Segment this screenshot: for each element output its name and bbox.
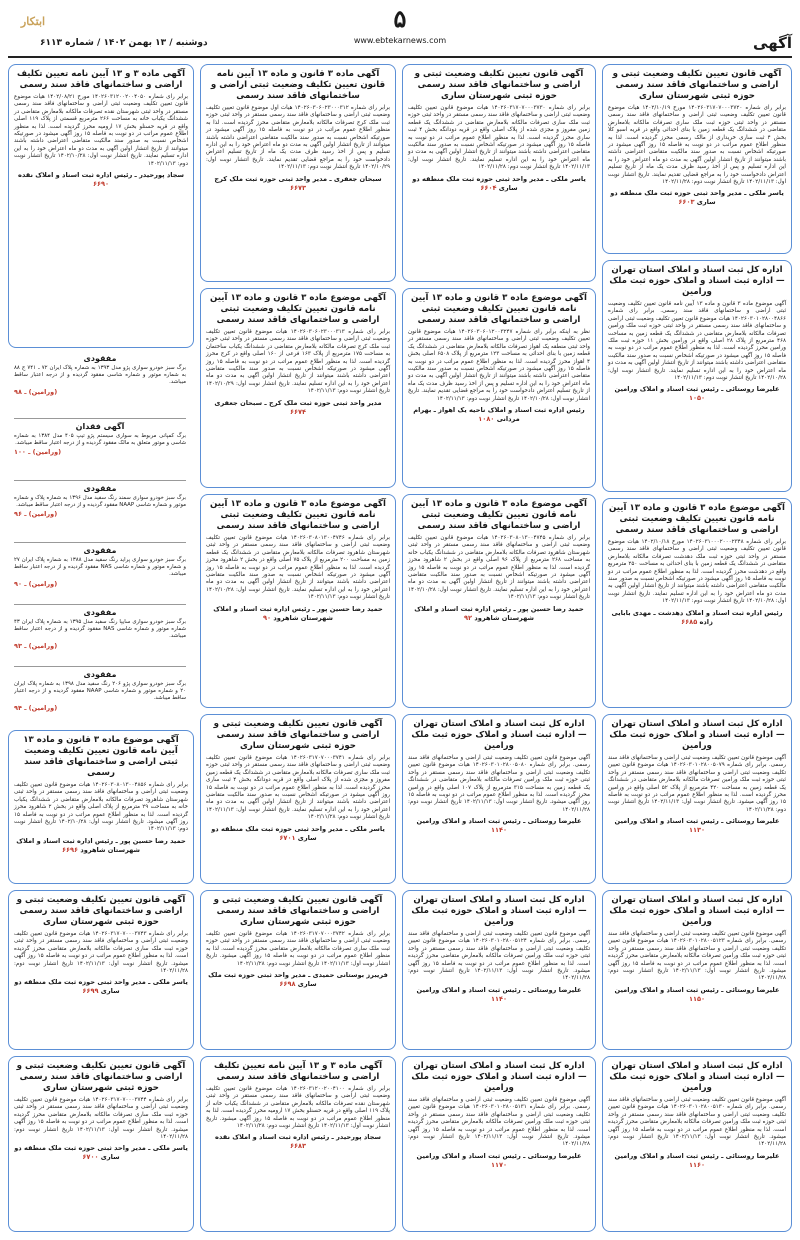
ad-body: برابر رای شماره ۱۴۰۲۶۰۳۰۸۰۱۳۰۰۴۸۵۶ هیات موضوع قانون تعیین تکلیف وضعیت ثبتی اراضی و ساختمانهای فاقد سند رسمی مستقر در واحد ثبتی شهرستان شاهرود تصرفات مالکانه بلامعارض متقاضی در ششدانگ یکباب خانه به مساحت ۲۹ مترمربع از پلاک اصلی واقع در بخش ۲ شاهرود محرز گردیده است. لذا به منظور اطلاع عموم مراتب در دو نوبت به فاصله ۱۵ روز آگهی میشود. تاریخ انتشار نوبت اول: ۱۴۰۲/۱۰/۲۸ تاریخ انتشار نوبت دوم: ۱۴۰۲/۱۱/۱۳ xyxy=(14,782,188,833)
ad-title: آگهی ماده ۳ و ۱۳ آیین نامه تعیین تکلیف اراضی و ساختمانهای فاقد سند رسمی xyxy=(16,69,186,90)
page-number: ۵ xyxy=(393,4,407,33)
ad-title: آگهی قانون تعیین تکلیف وضعیت ثبتی و اراضی و ساختمانهای فاقد سند رسمی حوزه ثبتی شهرستان ساری xyxy=(213,895,383,927)
ad-body: آگهی موضوع قانون تعیین تکلیف وضعیت ثبتی اراضی و ساختمانهای فاقد سند رسمی. برابر رای شماره ۱۴۰۲۶۰۳۰۱۰۲۸۰۰۵۱۲۴ هیات موضوع قانون تعیین تکلیف وضعیت ثبتی اراضی و ساختمانهای فاقد سند رسمی مستقر در واحد ثبتی حوزه ثبت ملک ورامین تصرفات مالکانه بلامعارض متقاضی محرز گردیده است. لذا به منظور اطلاع عموم مراتب در دو نوبت به فاصله ۱۵ روز آگهی میشود. تاریخ انتشار نوبت اول: ۱۴۰۲/۱۱/۱۳ تاریخ انتشار نوبت دوم: ۱۴۰۲/۱۱/۲۸ xyxy=(408,931,591,982)
legal-ad xyxy=(602,64,792,254)
ad-code: ۱۱۶۰ xyxy=(688,1160,706,1169)
ad-title: آگهی موضوع ماده ۳ قانون و ماده ۱۳ آیین نامه قانون تعیین تکلیف وضعیت ثبتی اراضی و ساختمانهای فاقد سند رسمی xyxy=(609,503,785,535)
legal-ad xyxy=(602,498,792,708)
ad-signature: علیرضا روستائی ـ رئیس ثبت اسناد و املاک ورامین ۱۱۴۰ xyxy=(416,817,582,835)
site-url[interactable]: www.ebtekarnews.com xyxy=(353,36,447,45)
divider xyxy=(14,480,186,481)
ad-signature: یاسر ملکی ـ مدیر واحد ثبتی حوزه ثبت ملک منطقه دو ساری ۶۶۰۴ xyxy=(412,174,586,192)
legal-ad xyxy=(200,288,396,488)
ad-signature: علیرضا روستائی ـ رئیس ثبت اسناد و املاک ورامین ۱۱۷۰ xyxy=(416,1151,582,1169)
lost-doc-title: مفقودی xyxy=(83,354,117,363)
ad-title: آگهی موضوع ماده ۳ قانون و ماده ۱۳ آیین نامه قانون تعیین تکلیف وضعیت ثبتی اراضی و ساختمانهای فاقد سند رسمی xyxy=(411,293,587,325)
legal-ad xyxy=(602,260,792,492)
legal-ad xyxy=(402,714,596,884)
ad-signature: علیرضا روستائی ـ رئیس ثبت اسناد و املاک ورامین ۱۰۵۰ xyxy=(614,385,780,403)
ad-code: ۱۰۵۰ xyxy=(688,394,706,403)
ad-code: ۶۶۸۳ xyxy=(289,1142,307,1151)
legal-ad xyxy=(200,714,396,884)
ad-title: آگهی موضوع ماده ۳ قانون و ماده ۱۳ آیین نامه قانون تعیین تکلیف وضعیت ثبتی اراضی و ساختمانهای فاقد سند رسمی xyxy=(23,735,179,778)
lost-doc-body: برگ سبز خودرو سواری پژو ۲۰۶ رنگ سفید مدل ۱۳۹۸ به شماره پلاک ایران ۲۰ و شماره موتور و شماره شاسی NAAP مفقود گردیده و از درجه اعتبار ساقط میباشد. xyxy=(14,681,186,702)
lost-doc-body: برگ کمپانی مربوط به سواری سیستم پژو تیپ ۴۰۵ مدل ۱۳۸۴ به شماره شاسی و موتور متعلق به مالک مفقود گردیده و از درجه اعتبار ساقط میباشد. xyxy=(14,433,186,447)
ad-code: ۶۶۹۰ xyxy=(92,180,110,189)
lost-doc-body: برگ سبز خودرو سواری پراید رنگ سفید مدل ۱۳۸۸ به شماره پلاک ایران ۲۷ و شماره موتور و شماره شاسی NAS مفقود گردیده و از درجه اعتبار ساقط میباشد. xyxy=(14,557,186,578)
ad-title: اداره کل ثبت اسناد و املاک استان تهران — اداره ثبت اسناد و املاک حوزه ثبت ملک ورامین xyxy=(411,895,587,927)
legal-ad xyxy=(200,1056,396,1232)
legal-ad xyxy=(200,494,396,708)
ad-body: برابر رای شماره ۱۴۰۲۶۰۳۱۲۰۰۲۰۰۴۱۰۰ هیات موضوع قانون تعیین تکلیف وضعیت ثبتی اراضی و ساختمانهای فاقد سند رسمی مستقر در واحد ثبتی شهرستان نقده تصرفات مالکانه بلامعارض متقاضی در ششدانگ یکباب خانه از پلاک ۱۱۹ اصلی واقع در قریه حسنلو بخش ۱۷ ارومیه محرز گردیده است. لذا به منظور اطلاع عموم مراتب در دو نوبت به فاصله ۱۵ روز آگهی میشود. تاریخ انتشار نوبت اول: ۱۴۰۲/۱۱/۱۳ تاریخ انتشار نوبت دوم: ۱۴۰۲/۱۱/۲۸ xyxy=(206,1086,391,1130)
masthead xyxy=(0,0,800,58)
legal-ad xyxy=(8,64,194,348)
ad-body: برابر رای شماره ۱۴۰۲۶۰۳۱۷۰۷۰۰۰۳۷۴۱ هیات موضوع قانون تعیین تکلیف وضعیت ثبتی اراضی و ساختمانهای فاقد سند رسمی مستقر در واحد ثبتی حوزه ثبت ملک ساری تصرفات مالکانه بلامعارض متقاضی در ششدانگ یک قطعه زمین مفروز و مجزی شده از پلاک اصلی واقع در قریه دودانگه بخش ۴ ثبت ساری محرز گردیده است. لذا به منظور اطلاع عموم مراتب در دو نوبت به فاصله ۱۵ روز آگهی میشود در صورتیکه اشخاص نسبت به صدور سند مالکیت متقاضی اعتراضی داشته باشند میتوانند از تاریخ انتشار اولین آگهی به مدت دو ماه اعتراض خود را به این اداره تسلیم نمایند. تاریخ انتشار نوبت اول: ۱۴۰۲/۱۱/۱۳ تاریخ انتشار نوبت دوم: ۱۴۰۲/۱۱/۲۸ xyxy=(206,755,390,821)
ad-signature: سجاد پورحیدر ـ رئیس اداره ثبت اسناد و املاک نقده ۶۶۹۰ xyxy=(18,171,184,189)
ad-title: آگهی قانون تعیین تکلیف وضعیت ثبتی و اراضی و ساختمانهای فاقد سند رسمی حوزه ثبتی شهرستان ساری xyxy=(414,69,584,101)
divider xyxy=(14,666,186,667)
lost-doc-body: برگ سبز خودرو سواری پژو مدل ۱۳۹۳ به شماره پلاک ایران ۷۲ ـ ۷۴۱ ج ۸۸ به شماره موتور و شماره شاسی مفقود گردیده و از درجه اعتبار ساقط میباشد. xyxy=(14,365,186,386)
ad-code: ۱۱۴۰ xyxy=(490,994,508,1003)
lost-doc-code: (ورامین) ـ ۹۳ xyxy=(14,641,58,650)
lost-doc-title: مفقودی xyxy=(83,670,117,679)
ad-title: آگهی موضوع ماده ۳ قانون و ماده ۱۳ آیین نامه قانون تعیین تکلیف وضعیت ثبتی اراضی و ساختمانهای فاقد سند رسمی xyxy=(210,499,386,531)
ad-title: آگهی قانون تعیین تکلیف وضعیت ثبتی و اراضی و ساختمانهای فاقد سند رسمی حوزه ثبتی شهرستان ساری xyxy=(16,895,186,927)
ad-code: ۱۱۷۰ xyxy=(490,1160,508,1169)
ad-body: آگهی موضوع قانون تعیین تکلیف وضعیت ثبتی اراضی و ساختمانهای فاقد سند رسمی. برابر رای شماره ۱۴۰۲۶۰۳۰۱۰۲۸۰۰۵۱۲۳ هیات موضوع قانون تعیین تکلیف وضعیت ثبتی اراضی و ساختمانهای فاقد سند رسمی مستقر در واحد ثبتی حوزه ثبت ملک ورامین تصرفات مالکانه بلامعارض متقاضی محرز گردیده است. لذا به منظور اطلاع عموم مراتب در دو نوبت به فاصله ۱۵ روز آگهی میشود. تاریخ انتشار نوبت اول: ۱۴۰۲/۱۱/۱۳ تاریخ انتشار نوبت دوم: ۱۴۰۲/۱۱/۲۸ xyxy=(608,931,787,982)
ad-code: ۶۶۷۴ xyxy=(289,407,307,416)
legal-ad xyxy=(402,494,596,708)
lost-doc-body: برگ سبز خودرو سواری سمند رنگ سفید مدل ۱۳۹۶ به شماره پلاک و شماره موتور و شماره شاسی NAAP مفقود گردیده و از درجه اعتبار ساقط میباشد. xyxy=(14,495,186,509)
ad-body: آگهی موضوع قانون تعیین تکلیف وضعیت ثبتی اراضی و ساختمانهای فاقد سند رسمی. برابر رای شماره ۱۴۰۲۶۰۳۰۱۰۲۸۰۰۵۱۳۰ هیات موضوع قانون تعیین تکلیف وضعیت ثبتی اراضی و ساختمانهای فاقد سند رسمی مستقر در واحد ثبتی حوزه ثبت ملک ورامین تصرفات مالکانه بلامعارض متقاضی محرز گردیده است. لذا به منظور اطلاع عموم مراتب در دو نوبت به فاصله ۱۵ روز آگهی میشود. تاریخ انتشار نوبت اول: ۱۴۰۲/۱۱/۱۳ تاریخ انتشار نوبت دوم: ۱۴۰۲/۱۱/۲۸ xyxy=(608,1097,787,1148)
lost-doc-item xyxy=(14,354,186,414)
ad-code: ۶۶۰۴ xyxy=(480,183,497,192)
ad-title: اداره کل ثبت اسناد و املاک استان تهران — اداره ثبت اسناد و املاک حوزه ثبت ملک ورامین xyxy=(609,265,785,297)
lost-doc-title: آگهی فقدان xyxy=(75,422,125,431)
lost-doc-code: (ورامین) ـ ۱۰۰ xyxy=(14,448,62,457)
divider xyxy=(14,418,186,419)
ad-signature: یاسر ملکی ـ مدیر واحد ثبتی حوزه ثبت ملک منطقه دو ساری ۶۶۰۳ xyxy=(610,189,784,207)
ad-title: آگهی موضوع ماده ۳ قانون و ماده ۱۳ آیین نامه قانون تعیین تکلیف وضعیت ثبتی اراضی و ساختمانهای فاقد سند رسمی xyxy=(411,499,587,531)
ad-signature: علیرضا روستائی ـ رئیس ثبت اسناد و املاک ورامین ۱۱۳۰ xyxy=(614,817,780,835)
ad-code: ۹۰ xyxy=(263,613,272,622)
ad-body: برابر رای شماره ۱۴۰۲۶۰۳۰۶۰۲۳۰۰۰۳۱۳ هیات موضوع قانون تعیین تکلیف وضعیت ثبتی اراضی و ساختمانهای فاقد سند رسمی مستقر در واحد ثبتی حوزه ثبت ملک کرج تصرفات مالکانه بلامعارض متقاضی در ششدانگ یکباب ساختمان به مساحت ۱۷۵ مترمربع از پلاک ۱۶۳ فرعی از ۱۶۰ اصلی واقع در کرج محرز گردیده است. لذا به منظور اطلاع عموم مراتب در دو نوبت به فاصله ۱۵ روز آگهی میشود در صورتیکه اشخاص نسبت به صدور سند مالکیت متقاضی اعتراضی داشته باشند میتوانند از تاریخ انتشار اولین آگهی به مدت دو ماه اعتراض خود را به این اداره تسلیم نمایند. تاریخ انتشار نوبت اول: ۱۴۰۲/۱۰/۲۹ تاریخ انتشار نوبت دوم: ۱۴۰۲/۱۱/۱۳ xyxy=(206,329,390,395)
ad-signature: حمید رضا حسین پور ـ رئیس اداره ثبت اسناد و املاک شهرستان شاهرود ۹۲ xyxy=(414,604,584,622)
ad-title: آگهی ماده ۳ قانون و ماده ۱۳ آیین نامه قانون تعیین تکلیف وضعیت ثبتی اراضی و ساختمانهای فاقد سند رسمی xyxy=(210,69,386,101)
ad-signature: علیرضا روستائی ـ رئیس ثبت اسناد و املاک ورامین ۱۱۶۰ xyxy=(614,1151,780,1169)
lost-doc-code: (ورامین) ـ ۹۶ xyxy=(14,510,58,519)
ad-title: آگهی قانون تعیین تکلیف وضعیت ثبتی و اراضی و ساختمانهای فاقد سند رسمی حوزه ثبتی شهرستان ساری xyxy=(16,1061,186,1093)
ad-code: ۶۶۹۸ xyxy=(279,980,296,989)
ad-signature: فریبرز بوستانی حمیدی ـ مدیر واحد ثبتی حوزه ثبت ملک ساری ۶۶۹۸ xyxy=(208,971,388,989)
ad-body: برابر رای شماره ۱۴۰۲۶۰۳۱۷۰۷۰۰۰۳۷۴۴ هیات موضوع قانون تعیین تکلیف وضعیت ثبتی اراضی و ساختمانهای فاقد سند رسمی مستقر در واحد ثبتی حوزه ثبت ملک ساری تصرفات مالکانه بلامعارض متقاضی محرز گردیده است. لذا به منظور اطلاع عموم مراتب در دو نوبت به فاصله ۱۵ روز آگهی میشود. تاریخ انتشار نوبت اول: ۱۴۰۲/۱۱/۱۳ تاریخ انتشار نوبت دوم: ۱۴۰۲/۱۱/۲۸ xyxy=(14,1097,189,1141)
ad-body: برابر رای شماره ۱۴۰۲۶۰۳۰۶۰۲۳۰۰۰۳۱۲ هیات اول موضوع قانون تعیین تکلیف وضعیت ثبتی اراضی و ساختمانهای فاقد سند رسمی مستقر در واحد ثبتی حوزه ثبت ملک کرج تصرفات مالکانه بلامعارض متقاضی محرز گردیده است. لذا به منظور اطلاع عموم مراتب در دو نوبت به فاصله ۱۵ روز آگهی میشود در صورتیکه اشخاص نسبت به صدور سند مالکیت متقاضی اعتراضی داشته باشند میتوانند از تاریخ انتشار اولین آگهی به مدت دو ماه اعتراض خود را به این اداره تسلیم و پس از اخذ رسید ظرف مدت یک ماه از تاریخ تسلیم اعتراض دادخواست خود را به مراجع قضایی تقدیم نمایند. تاریخ انتشار نوبت اول: ۱۴۰۲/۱۰/۲۹ تاریخ انتشار نوبت دوم: ۱۴۰۲/۱۱/۱۳ xyxy=(206,105,391,171)
legal-ad xyxy=(200,64,396,282)
legal-ad xyxy=(402,64,596,282)
ad-body: آگهی موضوع قانون تعیین تکلیف وضعیت ثبتی اراضی و ساختمانهای فاقد سند رسمی. برابر رای شماره ۱۴۰۲۶۰۳۰۱۰۲۸۰۰۵۰۷۹ هیات موضوع قانون تعیین تکلیف وضعیت ثبتی اراضی و ساختمانهای فاقد سند رسمی مستقر در واحد ثبتی حوزه ثبت ملک ورامین تصرفات مالکانه بلامعارض متقاضی در ششدانگ یک قطعه زمین به مساحت ۴۲۰ مترمربع از پلاک ۵۲ اصلی واقع در ورامین محرز گردیده است. لذا به منظور اطلاع عموم مراتب در دو نوبت به فاصله ۱۵ روز آگهی میشود. تاریخ انتشار نوبت اول: ۱۴۰۲/۱۱/۱۳ تاریخ انتشار نوبت دوم: ۱۴۰۲/۱۱/۲۸ xyxy=(608,755,787,813)
newspaper-logo: ابتکار xyxy=(20,15,46,28)
divider xyxy=(14,542,186,543)
issue-info: دوشنبه / ۱۳ بهمن ۱۴۰۲ / شماره ۶۱۱۳ xyxy=(40,38,208,48)
ad-signature: حمید رضا حسین پور ـ رئیس اداره ثبت اسناد و املاک شهرستان شاهرود ۹۰ xyxy=(213,604,383,622)
ad-code: ۱۰۸۰ xyxy=(478,415,495,424)
ad-body: برابر رای شماره ۱۴۰۲۶۰۳۱۷۰۷۰۰۰۳۷۲۰ مورخ ۱۴۰۲/۱۰/۱۹ هیات موضوع قانون تعیین تکلیف وضعیت ثبتی اراضی و ساختمانهای فاقد سند رسمی مستقر در واحد ثبتی حوزه ثبت ملک ساری تصرفات مالکانه بلامعارض متقاضی در ششدانگ یک قطعه زمین با بنای احداثی واقع در قریه اسبو کلا بخش ۴ ثبت ساری خریداری از مالک رسمی محرز گردیده است. لذا به منظور اطلاع عموم مراتب در دو نوبت به فاصله ۱۵ روز آگهی میشود در صورتیکه اشخاص نسبت به صدور سند مالکیت متقاضی اعتراضی داشته باشند میتوانند از تاریخ انتشار اولین آگهی به مدت دو ماه اعتراض خود را به این اداره تسلیم و پس از اخذ رسید ظرف مدت یک ماه از تاریخ تسلیم اعتراض دادخواست خود را به مراجع قضایی تقدیم نمایند. تاریخ انتشار نوبت اول: ۱۴۰۲/۱۱/۱۳ تاریخ انتشار نوبت دوم: ۱۴۰۲/۱۱/۲۸ xyxy=(608,105,787,186)
ad-title: اداره کل ثبت اسناد و املاک استان تهران — اداره ثبت اسناد و املاک حوزه ثبت ملک ورامین xyxy=(609,895,785,927)
legal-ad xyxy=(402,1056,596,1232)
legal-ad xyxy=(602,890,792,1050)
ad-title: آگهی قانون تعیین تکلیف وضعیت ثبتی و اراضی و ساختمانهای فاقد سند رسمی حوزه ثبتی شهرستان ساری xyxy=(612,69,782,101)
legal-ad xyxy=(8,1056,194,1232)
lost-doc-title: مفقودی xyxy=(83,484,117,493)
ad-code: ۱۱۳۰ xyxy=(688,826,706,835)
lost-doc-item xyxy=(14,546,186,600)
lost-doc-body: برگ سبز خودرو سواری سایپا رنگ سفید مدل ۱۳۹۵ به شماره پلاک ایران ۴۳ شماره موتور و شماره شاسی NAS مفقود گردیده و از درجه اعتبار ساقط میباشد. xyxy=(14,619,186,640)
ad-body: آگهی موضوع ماده ۳ قانون و ماده ۱۳ آیین نامه قانون تعیین تکلیف وضعیت ثبتی اراضی و ساختمانهای فاقد سند رسمی. برابر رای شماره ۱۴۰۲۶۰۳۰۱۰۲۸۰۰۴۸۶۶ هیات موضوع قانون تعیین تکلیف وضعیت ثبتی اراضی و ساختمانهای فاقد سند رسمی مستقر در واحد ثبتی حوزه ثبت ملک ورامین تصرفات مالکانه بلامعارض متقاضی در ششدانگ یک قطعه زمین به مساحت ۴۶۸ مترمربع از پلاک ۲۸ اصلی واقع در ورامین بخش ۱۱ حوزه ثبت ملک ورامین محرز گردیده است. لذا به منظور اطلاع عموم مراتب در دو نوبت به فاصله ۱۵ روز آگهی میشود در صورتیکه اشخاص نسبت به صدور سند مالکیت متقاضی اعتراضی داشته باشند میتوانند از تاریخ انتشار اولین آگهی به مدت دو ماه اعتراض خود را به این اداره تسلیم نمایند. تاریخ انتشار نوبت اول: ۱۴۰۲/۱۰/۲۸ تاریخ انتشار نوبت دوم: ۱۴۰۲/۱۱/۱۳ xyxy=(608,301,787,382)
ad-body: آگهی موضوع قانون تعیین تکلیف وضعیت ثبتی اراضی و ساختمانهای فاقد سند رسمی. برابر رای شماره ۱۴۰۲۶۰۳۰۱۰۲۸۰۰۵۰۸۰ هیات موضوع قانون تعیین تکلیف وضعیت ثبتی اراضی و ساختمانهای فاقد سند رسمی مستقر در واحد ثبتی حوزه ثبت ملک ورامین تصرفات مالکانه بلامعارض متقاضی در ششدانگ یک قطعه زمین به مساحت ۳۱۵ مترمربع از پلاک ۱۰۷ اصلی واقع در ورامین محرز گردیده است. لذا به منظور اطلاع عموم مراتب در دو نوبت به فاصله ۱۵ روز آگهی میشود. تاریخ انتشار نوبت اول: ۱۴۰۲/۱۱/۱۳ تاریخ انتشار نوبت دوم: ۱۴۰۲/۱۱/۲۸ xyxy=(408,755,591,813)
ad-code: ۶۶۰۳ xyxy=(678,198,695,207)
lost-doc-code: (ورامین) ـ ۹۴ xyxy=(14,703,58,712)
lost-doc-item xyxy=(14,608,186,662)
lost-doc-item xyxy=(14,484,186,538)
lost-doc-item xyxy=(14,422,186,476)
lost-doc-item xyxy=(14,670,186,724)
ad-code: ۶۶۹۹ xyxy=(82,987,99,996)
ad-body: برابر رای شماره ۱۴۰۲۶۰۳۰۸۰۱۳۰۰۴۷۴۵ هیات موضوع قانون تعیین تکلیف وضعیت ثبتی اراضی و ساختمانهای فاقد سند رسمی مستقر در واحد ثبتی شهرستان شاهرود تصرفات مالکانه بلامعارض متقاضی در ششدانگ یکباب خانه به مساحت ۲۶۸ مترمربع از پلاک ۹۶ اصلی واقع در بخش ۲ شاهرود محرز گردیده است. لذا به منظور اطلاع عموم مراتب در دو نوبت به فاصله ۱۵ روز آگهی میشود در صورتیکه اشخاص نسبت به صدور سند مالکیت متقاضی اعتراضی داشته باشند میتوانند از تاریخ انتشار اولین آگهی به مدت دو ماه اعتراض خود را به این اداره تسلیم نمایند. تاریخ انتشار نوبت اول: ۱۴۰۲/۱۰/۲۸ تاریخ انتشار نوبت دوم: ۱۴۰۲/۱۱/۱۳ xyxy=(408,535,591,601)
ad-signature: یاسر ملکی ـ مدیر واحد ثبتی حوزه ثبت ملک منطقه دو ساری ۶۷۰۱ xyxy=(211,824,385,842)
ad-title: آگهی ماده ۳ و ۱۳ آیین نامه تعیین تکلیف اراضی و ساختمانهای فاقد سند رسمی xyxy=(213,1061,383,1082)
lost-doc-title: مفقودی xyxy=(83,608,117,617)
legal-ad xyxy=(602,1056,792,1232)
ad-title: اداره کل ثبت اسناد و املاک استان تهران — اداره ثبت اسناد و املاک حوزه ثبت ملک ورامین xyxy=(609,1061,785,1093)
divider xyxy=(14,604,186,605)
ad-title: آگهی موضوع ماده ۳ قانون و ماده ۱۳ آیین نامه قانون تعیین تکلیف وضعیت ثبتی اراضی و ساختمانهای فاقد سند رسمی xyxy=(210,293,386,325)
ad-code: ۱۱۵۰ xyxy=(688,994,706,1003)
lost-doc-code: (ورامین) ـ ۹۸ xyxy=(14,387,58,396)
legal-ad xyxy=(8,730,194,884)
legal-ad xyxy=(402,288,596,488)
ad-title: آگهی قانون تعیین تکلیف وضعیت ثبتی و اراضی و ساختمانهای فاقد سند رسمی حوزه ثبتی شهرستان ساری xyxy=(213,719,383,751)
ad-code: ۶۷۰۰ xyxy=(82,1153,99,1162)
ad-signature: علیرضا روستائی ـ رئیس ثبت اسناد و املاک ورامین ۱۱۵۰ xyxy=(614,985,780,1003)
ad-signature: علیرضا روستائی ـ رئیس ثبت اسناد و املاک ورامین ۱۱۴۰ xyxy=(416,985,582,1003)
ad-signature: رئیس اداره ثبت اسناد و املاک ناحیه یک اهواز ـ بهرام مردانی ۱۰۸۰ xyxy=(413,406,585,424)
ad-code: ۶۶۹۶ xyxy=(61,845,79,854)
ad-code: ۶۶۷۳ xyxy=(289,183,307,192)
ad-signature: سجاد پورحیدر ـ رئیس اداره ثبت اسناد و املاک نقده ۶۶۸۳ xyxy=(215,1133,381,1151)
legal-ad xyxy=(8,890,194,1050)
ad-title: اداره کل ثبت اسناد و املاک استان تهران — اداره ثبت اسناد و املاک حوزه ثبت ملک ورامین xyxy=(411,719,587,751)
ad-code: ۹۲ xyxy=(464,613,473,622)
header-rule xyxy=(8,56,792,58)
ad-code: ۶۶۸۵ xyxy=(681,617,698,626)
ad-code: ۶۷۰۱ xyxy=(279,833,296,842)
ad-body: برابر رای شماره ۱۴۰۲۶۰۳۱۷۰۷۰۰۰۳۷۴۲ هیات موضوع قانون تعیین تکلیف وضعیت ثبتی اراضی و ساختمانهای فاقد سند رسمی مستقر در واحد ثبتی حوزه ثبت ملک ساری تصرفات مالکانه بلامعارض متقاضی محرز گردیده است. لذا به منظور اطلاع عموم مراتب در دو نوبت به فاصله ۱۵ روز آگهی میشود. تاریخ انتشار نوبت اول: ۱۴۰۲/۱۱/۱۳ تاریخ انتشار نوبت دوم: ۱۴۰۲/۱۱/۲۸ xyxy=(206,931,391,967)
lost-doc-title: مفقودی xyxy=(83,546,117,555)
lost-doc-code: (ورامین) ـ ۹۰ xyxy=(14,579,58,588)
ad-code: ۱۱۴۰ xyxy=(490,826,508,835)
legal-ad xyxy=(200,890,396,1050)
section-title: آگهی xyxy=(753,34,792,52)
ad-signature: یاسر ملکی ـ مدیر واحد ثبتی حوزه ثبت ملک منطقه دو ساری ۶۶۹۹ xyxy=(14,978,188,996)
ad-signature: رئیس اداره ثبت اسناد و املاک دهدشت ـ مهدی بابایی زاده ۶۶۸۵ xyxy=(611,608,783,626)
ad-body: برابر رای شماره ۱۴۰۲۶۰۳۱۷۰۷۰۰۰۳۷۴۳ هیات موضوع قانون تعیین تکلیف وضعیت ثبتی اراضی و ساختمانهای فاقد سند رسمی مستقر در واحد ثبتی حوزه ثبت ملک ساری تصرفات مالکانه بلامعارض متقاضی محرز گردیده است. لذا به منظور اطلاع عموم مراتب در دو نوبت به فاصله ۱۵ روز آگهی میشود. تاریخ انتشار نوبت اول: ۱۴۰۲/۱۱/۱۳ تاریخ انتشار نوبت دوم: ۱۴۰۲/۱۱/۲۸ xyxy=(14,931,189,975)
ad-signature: مدیر واحد ثبتی حوزه ثبت ملک کرج ـ سبحان جعفری ۶۶۷۴ xyxy=(214,398,382,416)
ad-body: آگهی موضوع قانون تعیین تکلیف وضعیت ثبتی اراضی و ساختمانهای فاقد سند رسمی. برابر رای شماره ۱۴۰۲۶۰۳۰۱۰۲۸۰۰۵۱۳۱ هیات موضوع قانون تعیین تکلیف وضعیت ثبتی اراضی و ساختمانهای فاقد سند رسمی مستقر در واحد ثبتی حوزه ثبت ملک ورامین تصرفات مالکانه بلامعارض متقاضی محرز گردیده است. لذا به منظور اطلاع عموم مراتب در دو نوبت به فاصله ۱۵ روز آگهی میشود. تاریخ انتشار نوبت اول: ۱۴۰۲/۱۱/۱۳ تاریخ انتشار نوبت دوم: ۱۴۰۲/۱۱/۲۸ xyxy=(408,1097,591,1148)
ad-signature: سبحان جعفری ـ مدیر واحد ثبتی حوزه ثبت ملک کرج ۶۶۷۳ xyxy=(214,174,382,192)
ad-signature: یاسر ملکی ـ مدیر واحد ثبتی حوزه ثبت ملک منطقه دو ساری ۶۷۰۰ xyxy=(14,1144,188,1162)
ad-signature: حمید رضا حسین پور ـ رئیس اداره ثبت اسناد و املاک شهرستان شاهرود ۶۶۹۶ xyxy=(16,836,186,854)
ad-title: اداره کل ثبت اسناد و املاک استان تهران — اداره ثبت اسناد و املاک حوزه ثبت ملک ورامین xyxy=(609,719,785,751)
ad-body: برابر رای شماره ۱۴۰۲۶۰۳۱۲۰۰۲۰۰۴۰۵۰ مورخ ۱۴۰۲/۰۸/۲۱ هیات موضوع قانون تعیین تکلیف وضعیت ثبتی اراضی و ساختمانهای فاقد سند رسمی مستقر در واحد ثبتی شهرستان نقده تصرفات مالکانه بلامعارض متقاضی در ششدانگ یکباب خانه به مساحت ۲۶۶ مترمربع قسمتی از پلاک ۱۱۹ اصلی واقع در قریه حسنلو بخش ۱۷ ارومیه محرز گردیده است. لذا به منظور اطلاع عموم مراتب در دو نوبت به فاصله ۱۵ روز آگهی میشود در صورتیکه اشخاص نسبت به صدور سند مالکیت متقاضی اعتراضی داشته باشند میتوانند از تاریخ انتشار اولین آگهی به مدت دو ماه اعتراض خود را به این اداره تسلیم نمایند. تاریخ انتشار نوبت اول: ۱۴۰۲/۱۰/۲۸ تاریخ انتشار نوبت دوم: ۱۴۰۲/۱۱/۱۳ xyxy=(14,94,189,167)
ad-body: نظر به اینکه برابر رای شماره ۱۴۰۲۶۰۳۰۶۰۱۲۰۰۳۲۴۷ هیات موضوع قانون تعیین تکلیف وضعیت ثبتی اراضی و ساختمانهای فاقد سند رسمی مستقر در واحد ثبتی منطقه یک اهواز تصرفات مالکانه بلامعارض متقاضی در ششدانگ یک قطعه زمین با بنای احداثی به مساحت ۱۲۳ مترمربع از پلاک ۶۵۰۸ اصلی بخش ۴ اهواز محرز گردیده است. لذا به منظور اطلاع عموم مراتب در دو نوبت به فاصله ۱۵ روز آگهی میشود در صورتیکه اشخاص نسبت به صدور سند مالکیت متقاضی اعتراضی داشته باشند میتوانند از تاریخ انتشار اولین آگهی به مدت دو ماه اعتراض خود را به این اداره تسلیم و پس از اخذ رسید ظرف مدت یک ماه از تاریخ تسلیم اعتراض دادخواست خود را به مراجع قضایی تقدیم نمایند. تاریخ انتشار نوبت اول: ۱۴۰۲/۱۰/۲۸ تاریخ انتشار نوبت دوم: ۱۴۰۲/۱۱/۱۳ xyxy=(408,329,590,402)
legal-ad xyxy=(602,714,792,884)
legal-ad xyxy=(402,890,596,1050)
ad-title: اداره کل ثبت اسناد و املاک استان تهران — اداره ثبت اسناد و املاک حوزه ثبت ملک ورامین xyxy=(411,1061,587,1093)
ad-body: برابر رای شماره ۱۴۰۲۶۰۳۰۸۰۱۳۰۰۴۷۴۶ هیات موضوع قانون تعیین تکلیف وضعیت ثبتی اراضی و ساختمانهای فاقد سند رسمی مستقر در واحد ثبتی شهرستان شاهرود تصرفات مالکانه بلامعارض متقاضی در ششدانگ یک قطعه زمین به مساحت ۲۰۰ مترمربع از پلاک ۷۵ اصلی واقع در بخش ۲ شاهرود محرز گردیده است. لذا به منظور اطلاع عموم مراتب در دو نوبت به فاصله ۱۵ روز آگهی میشود در صورتیکه اشخاص نسبت به صدور سند مالکیت متقاضی اعتراضی داشته باشند میتوانند از تاریخ انتشار اولین آگهی به مدت دو ماه اعتراض خود را به این اداره تسلیم نمایند. تاریخ انتشار نوبت اول: ۱۴۰۲/۱۰/۲۸ تاریخ انتشار نوبت دوم: ۱۴۰۲/۱۱/۱۳ xyxy=(206,535,391,601)
ad-body: برابر رای شماره ۱۴۰۲۶۰۳۱۷۰۷۰۰۰۳۷۳۰ هیات موضوع قانون تعیین تکلیف وضعیت ثبتی اراضی و ساختمانهای فاقد سند رسمی مستقر در واحد ثبتی حوزه ثبت ملک ساری تصرفات مالکانه بلامعارض متقاضی در ششدانگ یک قطعه زمین مفروز و مجزی شده از پلاک اصلی واقع در قریه دودانگه بخش ۴ ثبت ساری محرز گردیده است. لذا به منظور اطلاع عموم مراتب در دو نوبت به فاصله ۱۵ روز آگهی میشود در صورتیکه اشخاص نسبت به صدور سند مالکیت متقاضی اعتراضی داشته باشند میتوانند از تاریخ انتشار اولین آگهی به مدت دو ماه اعتراض خود را به این اداره تسلیم نمایند. تاریخ انتشار نوبت اول: ۱۴۰۲/۱۱/۱۳ تاریخ انتشار نوبت دوم: ۱۴۰۲/۱۱/۲۸ xyxy=(408,105,590,171)
ad-body: برابر رای شماره ۱۴۰۲۶۰۳۱۰۰۰۲۰۰۰۲۳۴۸ مورخ ۱۴۰۲/۱۰/۱۸ هیات موضوع قانون تعیین تکلیف وضعیت ثبتی اراضی و ساختمانهای فاقد سند رسمی مستقر در واحد ثبتی حوزه ثبت ملک دهدشت تصرفات مالکانه بلامعارض متقاضی در ششدانگ یک قطعه زمین با بنای احداثی به مساحت ۲۵۰ مترمربع واقع در دهدشت محرز گردیده است. لذا به منظور اطلاع عموم مراتب در دو نوبت به فاصله ۱۵ روز آگهی میشود در صورتیکه اشخاص نسبت به صدور سند مالکیت متقاضی اعتراضی داشته باشند میتوانند از تاریخ انتشار اولین آگهی به مدت دو ماه اعتراض خود را به این اداره تسلیم نمایند. تاریخ انتشار نوبت اول: ۱۴۰۲/۱۰/۲۸ تاریخ انتشار نوبت دوم: ۱۴۰۲/۱۱/۱۳ xyxy=(608,539,786,605)
